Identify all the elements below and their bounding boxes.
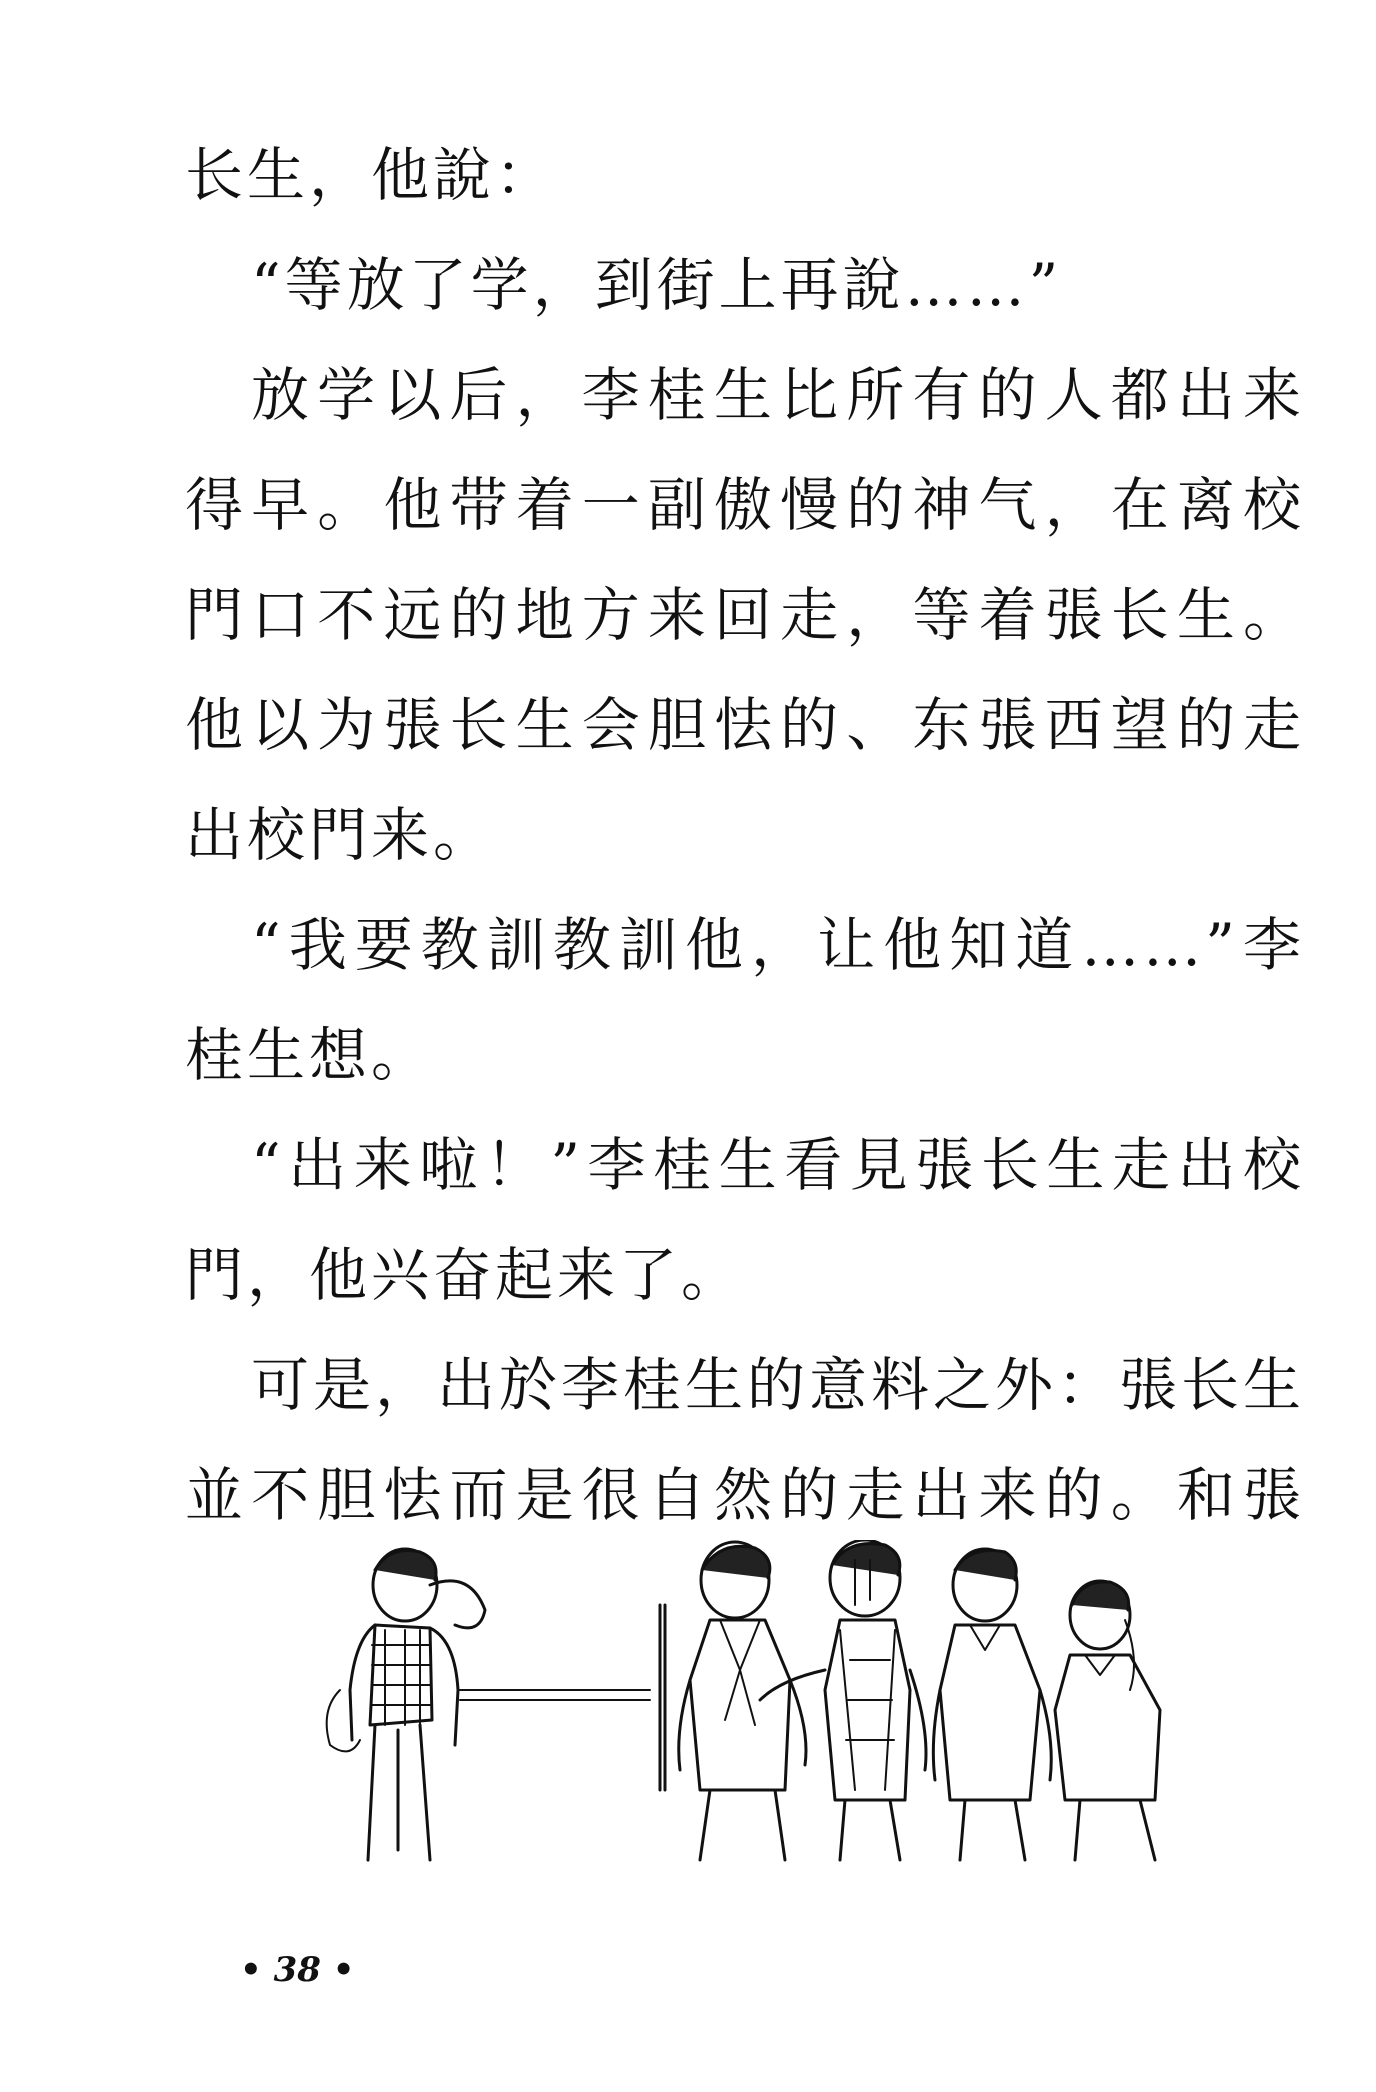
text-line: 出校門来。 xyxy=(185,801,496,869)
collar-boy-figure xyxy=(933,1549,1051,1860)
text-line: 門口不远的地方来回走，等着張长生。 xyxy=(185,581,1305,649)
text-line: 桂生想。 xyxy=(185,1021,434,1089)
text-line: “我要教訓教訓他，让他知道……”李 xyxy=(251,911,1305,979)
school-gate xyxy=(460,1605,665,1790)
text-line: “出来啦！”李桂生看見張长生走出校 xyxy=(251,1131,1305,1199)
children-at-school-gate-illustration xyxy=(280,1540,1230,1870)
text-line: 門，他兴奋起来了。 xyxy=(185,1241,744,1309)
vest-boy-figure xyxy=(760,1540,926,1860)
text-line: “等放了学，到街上再說……” xyxy=(251,251,1063,319)
body-text xyxy=(185,120,1305,1550)
text-line: 並不胆怯而是很自然的走出来的。和張 xyxy=(185,1461,1305,1529)
text-line: 放学以后，李桂生比所有的人都出来 xyxy=(251,361,1305,429)
text-line: 得早。他带着一副傲慢的神气，在离校 xyxy=(185,471,1305,539)
text-line: 他以为張长生会胆怯的、东張西望的走 xyxy=(185,691,1305,759)
left-boy-figure xyxy=(327,1549,485,1860)
text-line: 长生，他說： xyxy=(185,141,558,209)
girl-figure xyxy=(1055,1581,1160,1860)
text-line: 可是，出於李桂生的意料之外：張长生 xyxy=(251,1351,1306,1419)
page-number: • 38 • xyxy=(240,1950,355,1990)
scarf-boy-figure xyxy=(679,1542,806,1860)
